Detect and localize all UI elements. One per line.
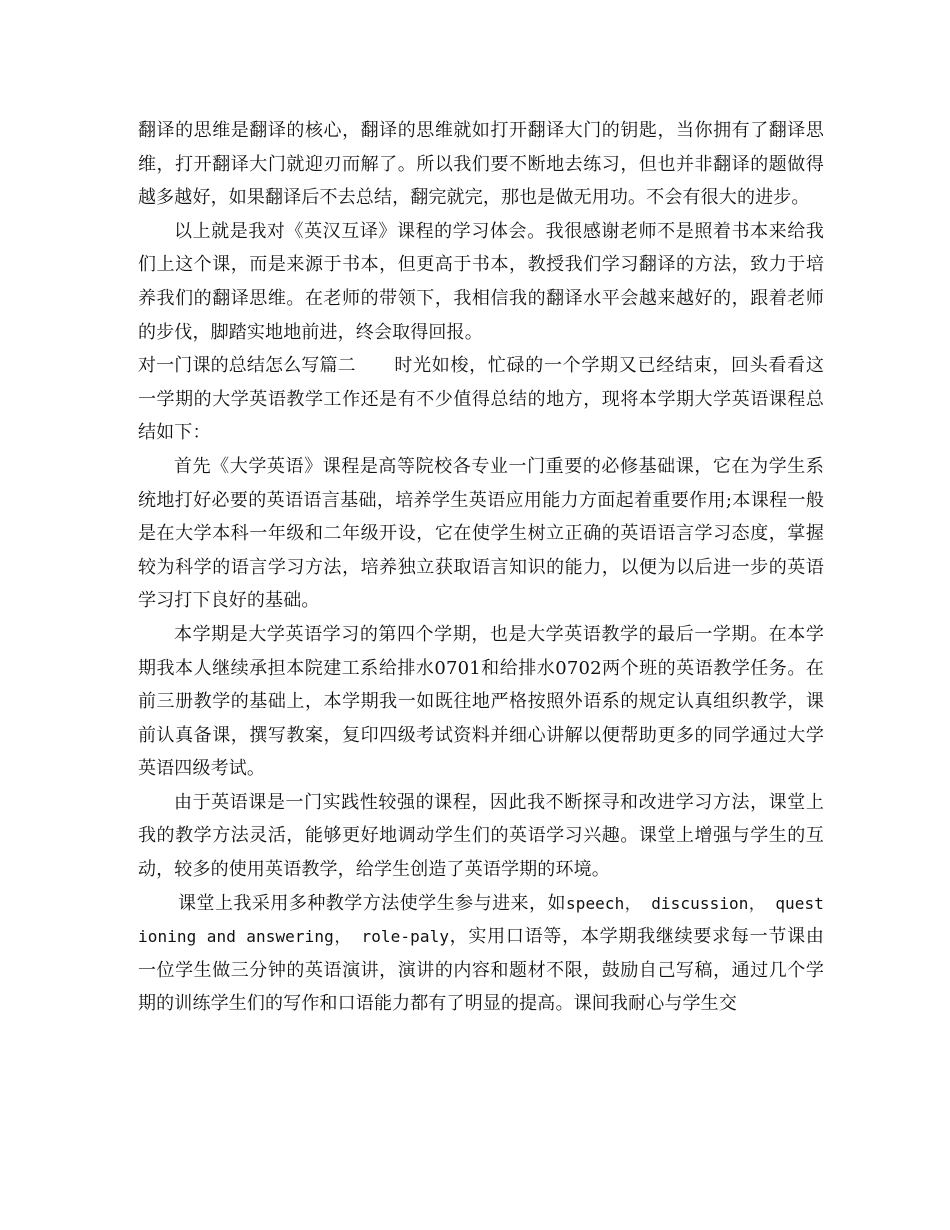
paragraph-translation-thinking: 翻译的思维是翻译的核心，翻译的思维就如打开翻译大门的钥匙，当你拥有了翻译思维，打开翻译大门就迎刃而解了。所以我们要不断地去练习，但也并非翻译的题做得越多越好，如果翻译后不去总结，翻完就完，那也是做无用功。不会有很大的进步。 <box>138 120 824 209</box>
paragraph-fourth-semester: 本学期是大学英语学习的第四个学期，也是大学英语教学的最后一学期。在本学期我本人继续承担本院建工系给排水0701和给排水0702两个班的英语教学任务。在前三册教学的基础上，本学期我一如既往地严格按照外语系的规定认真组织教学，课前认真备课，撰写教案，复印四级考试资料并细心讲解以便帮助更多的同学通过大学英语四级考试。 <box>138 623 824 780</box>
classroom-activities-english-terms: speech， discussion， questioning and answering， role-paly <box>138 893 824 947</box>
section-two-heading: 对一门课的总结怎么写篇二 <box>138 355 356 377</box>
classroom-activities-rest: ，实用口语等，本学期我继续要求每一节课由一位学生做三分钟的英语演讲，演讲的内容和题材不限，鼓励自己写稿，通过几个学期的训练学生们的写作和口语能力都有了明显的提高。课间我耐心与学生交 <box>138 926 825 1015</box>
classroom-activities-intro: 课堂上我采用多种教学方法使学生参与进来，如 <box>178 892 566 914</box>
section-two-heading-line <box>138 355 806 376</box>
paragraph-classroom-activities <box>138 887 824 1021</box>
paragraph-teaching-methods: 由于英语课是一门实践性较强的课程，因此我不断探寻和改进学习方法，课堂上我的教学方法灵活，能够更好地调动学生们的英语学习兴趣。课堂上增强与学生的互动，较多的使用英语教学，给学生创造了英语学期的环境。 <box>138 791 824 881</box>
paragraph-college-english-course: 首先《大学英语》课程是高等院校各专业一门重要的必修基础课，它在为学生系统地打好必要的英语语言基础，培养学生英语应用能力方面起着重要作用;本课程一般是在大学本科一年级和二年级开设，它在使学生树立正确的英语语言学习态度，掌握较为科学的语言学习方法，培养独立获取语言知识的能力，以便为以后进一步的英语学习打下良好的基础。 <box>138 455 824 612</box>
paragraph-section-two <box>138 349 824 450</box>
document-body <box>138 114 824 1021</box>
section-two-first-line: 时光如梭，忙碌的一个学期又已经结束，回头看看 <box>393 355 806 377</box>
paragraph-course-reflection: 以上就是我对《英汉互译》课程的学习体会。我很感谢老师不是照着书本来给我们上这个课，而是来源于书本，但更高于书本，教授我们学习翻译的方法，致力于培养我们的翻译思维。在老师的带领下，我相信我的翻译水平会越来越好的，跟着老师的步伐，脚踏实地地前进，终会取得回报。 <box>138 220 824 343</box>
section-two-rest: 这一学期的大学英语教学工作还是有不少值得总结的地方，现将本学期大学英语课程总结如下： <box>138 355 824 444</box>
